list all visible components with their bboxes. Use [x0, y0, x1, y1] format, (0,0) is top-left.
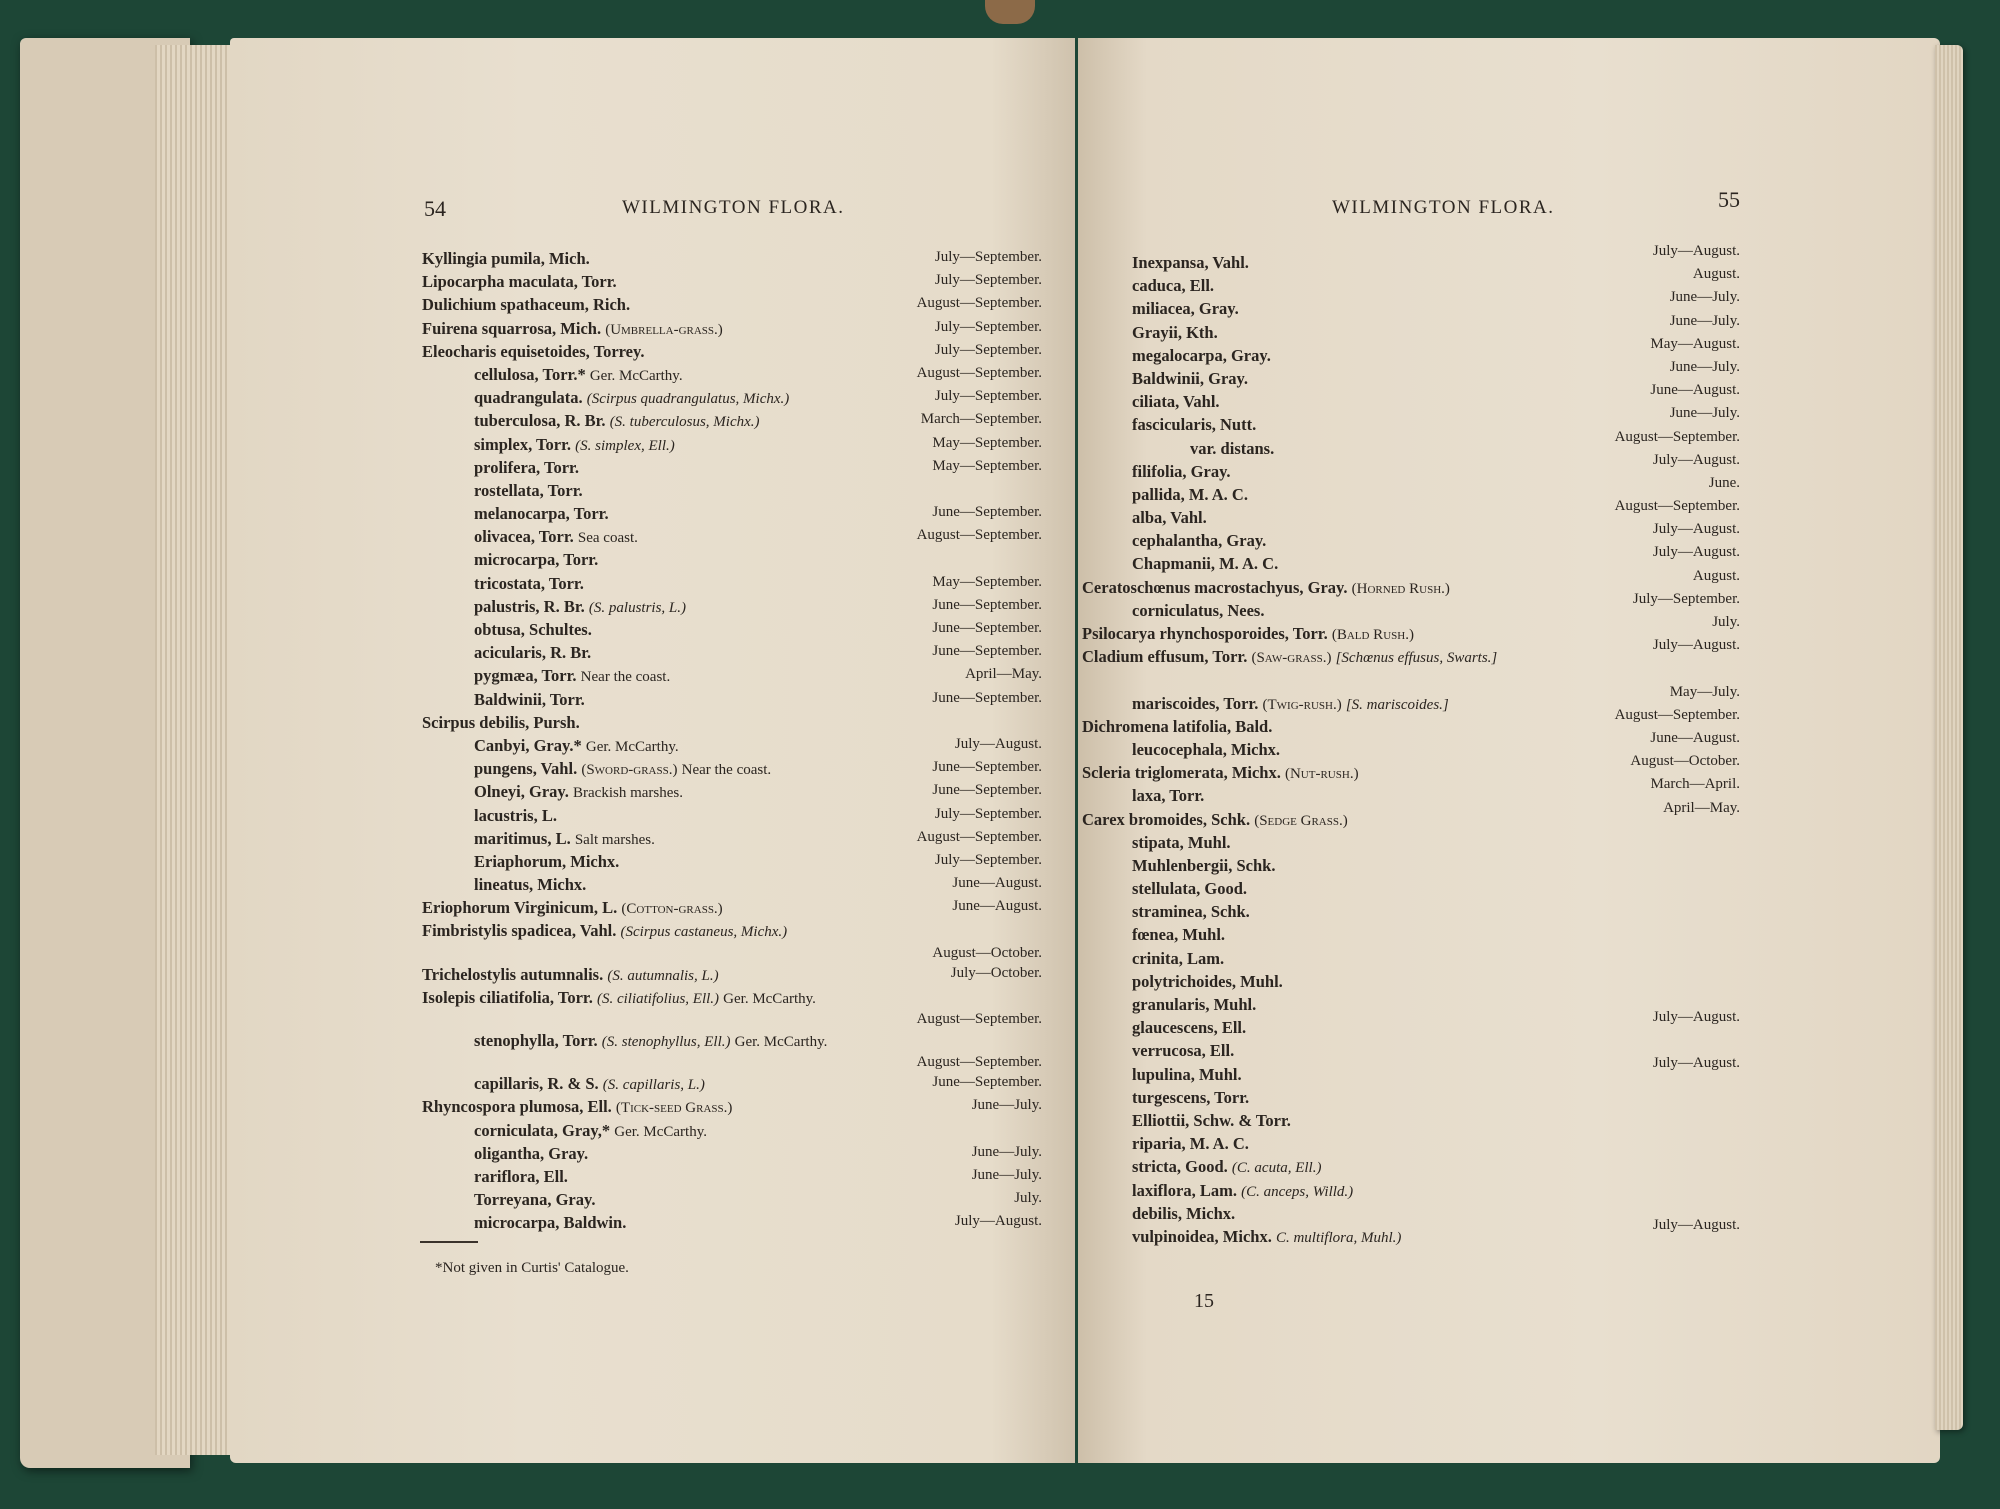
list-item	[422, 875, 1042, 898]
common-name: (Tick-seed Grass.)	[615, 1100, 733, 1117]
list-item	[422, 736, 1042, 759]
list-item	[422, 759, 1042, 782]
flowering-months: July—August.	[1652, 637, 1740, 654]
list-item	[1132, 1134, 1732, 1157]
list-item	[1132, 879, 1732, 902]
flowering-months: May—July.	[1669, 683, 1740, 700]
flowering-months: June—August.	[1650, 729, 1740, 746]
species-name: corniculata, Gray,*	[474, 1120, 611, 1140]
flowering-months: July—September.	[934, 272, 1042, 289]
flowering-months: March—April.	[1650, 776, 1740, 793]
species-name: Kyllingia pumila, Mich.	[422, 249, 590, 268]
list-item	[422, 481, 1042, 504]
species-name: pygmæa, Torr.	[474, 666, 577, 686]
flowering-months: July.	[1712, 614, 1740, 630]
species-name: Carex bromoides, Schk.	[1082, 809, 1251, 829]
flowering-months: June—September.	[932, 504, 1042, 521]
species-name: microcarpa, Torr.	[474, 550, 599, 570]
species-name: laxiflora, Lam.	[1132, 1180, 1237, 1200]
page-stack-left	[155, 45, 233, 1455]
species-name: verrucosa, Ell.	[1132, 1041, 1235, 1061]
common-name: (Cotton-grass.)	[621, 901, 723, 918]
comment: Sea coast.	[577, 530, 638, 547]
flowering-months: June—September.	[932, 596, 1042, 613]
comment: Ger. McCarthy.	[723, 990, 816, 1007]
synonym: [S. mariscoides.]	[1345, 696, 1449, 713]
flowering-months: August—October.	[1630, 753, 1740, 770]
flowering-months: July—September.	[1632, 590, 1740, 607]
species-name: Psilocarya rhynchosporoides, Torr.	[1082, 624, 1328, 643]
species-name: stipata, Muhl.	[1132, 832, 1231, 852]
species-name: Scleria triglomerata, Michx.	[1082, 763, 1281, 783]
flowering-months: June—July.	[971, 1143, 1042, 1160]
species-name: crinita, Lam.	[1132, 948, 1225, 968]
left-running-head: WILMINGTON FLORA.	[622, 197, 845, 218]
comment: Ger. McCarthy.	[585, 738, 679, 755]
list-item	[1132, 1088, 1732, 1111]
flowering-months: July—September.	[934, 318, 1042, 335]
species-name: acicularis, R. Br.	[474, 643, 592, 663]
common-name: (Sedge Grass.)	[1254, 812, 1348, 829]
flowering-months: June—July.	[1669, 289, 1740, 306]
list-item	[1132, 972, 1732, 995]
flowering-months: June—September.	[932, 759, 1042, 776]
flowering-months: July—August.	[1652, 1055, 1740, 1071]
list-item	[1132, 1181, 1732, 1204]
list-item	[422, 921, 1042, 944]
flowering-months: July—August.	[1652, 544, 1740, 561]
species-name: alba, Vahl.	[1132, 508, 1207, 528]
species-name: Baldwinii, Gray.	[1132, 368, 1248, 388]
species-name: lineatus, Michx.	[474, 875, 587, 895]
species-name: maritimus, L.	[474, 828, 571, 848]
list-item	[422, 365, 1042, 388]
species-name: leucocephala, Michx.	[1132, 739, 1281, 759]
species-name: Torreyana, Gray.	[474, 1190, 596, 1210]
page-stack-right	[1935, 45, 1963, 1430]
flowering-months: August—September.	[1614, 498, 1740, 515]
footnote-rule	[420, 1241, 478, 1243]
list-item	[422, 666, 1042, 689]
species-name: simplex, Torr.	[474, 434, 572, 454]
synonym: (S. simplex, Ell.)	[575, 437, 675, 454]
list-item	[1132, 902, 1732, 925]
list-item	[422, 782, 1042, 805]
list-item	[422, 319, 1042, 342]
species-name: Eleocharis equisetoides, Torrey.	[422, 341, 645, 361]
flowering-months: June—August.	[952, 875, 1042, 892]
list-item	[422, 852, 1042, 875]
left-entry-list	[422, 249, 1042, 1237]
list-item	[422, 342, 1042, 365]
species-name: olivacea, Torr.	[474, 527, 574, 547]
flowering-months: May—September.	[932, 434, 1042, 451]
species-name: fœnea, Muhl.	[1132, 925, 1226, 945]
flowering-months: July—August.	[954, 1213, 1042, 1230]
list-item	[1132, 856, 1732, 879]
list-item	[422, 1121, 1042, 1144]
species-name: Ceratoschœnus macrostachyus, Gray.	[1082, 577, 1348, 597]
synonym: (S. stenophyllus, Ell.)	[601, 1034, 731, 1050]
species-name: stricta, Good.	[1132, 1157, 1228, 1177]
synonym: (S. palustris, L.)	[588, 599, 687, 616]
species-name: lacustris, L.	[474, 805, 557, 825]
flowering-months: June—September.	[932, 643, 1042, 660]
species-name: Cladium effusum, Torr.	[1082, 647, 1248, 667]
signature-mark: 15	[1194, 1290, 1214, 1312]
flowering-months: June—July.	[971, 1097, 1042, 1114]
list-item	[1132, 1111, 1732, 1134]
flowering-months: April—May.	[965, 666, 1042, 683]
species-name: Fimbristylis spadicea, Vahl.	[422, 921, 617, 941]
list-item	[422, 249, 1042, 272]
species-name: cellulosa, Torr.*	[474, 364, 586, 384]
species-name: prolifera, Torr.	[474, 457, 579, 477]
common-name: (Horned Rush.)	[1351, 580, 1450, 597]
flowering-months: July—October.	[950, 964, 1042, 981]
right-months-column	[1540, 243, 1740, 823]
species-name: Lipocarpha maculata, Torr.	[422, 272, 617, 292]
list-item	[422, 435, 1042, 458]
list-item	[422, 504, 1042, 527]
flowering-months: August.	[1692, 567, 1740, 584]
flowering-months: August.	[1692, 266, 1740, 283]
common-name: (Twig-rush.)	[1262, 696, 1342, 713]
species-name: melanocarpa, Torr.	[474, 504, 609, 524]
species-name: corniculatus, Nees.	[1132, 600, 1265, 620]
species-name: Muhlenbergii, Schk.	[1132, 855, 1276, 875]
list-item	[422, 388, 1042, 411]
comment: Brackish marshes.	[573, 785, 683, 802]
species-name: Eriaphorum, Michx.	[474, 851, 620, 871]
flowering-months: May—September.	[932, 573, 1042, 590]
flowering-months: August—September.	[1614, 706, 1740, 723]
list-item	[422, 1213, 1042, 1236]
species-name: miliacea, Gray.	[1132, 299, 1239, 319]
list-item	[1132, 925, 1732, 948]
flowering-months: June—September.	[932, 620, 1042, 636]
synonym: (C. anceps, Willd.)	[1241, 1183, 1354, 1200]
comment: Near the coast.	[681, 762, 772, 779]
flowering-months: August—September.	[916, 295, 1042, 312]
common-name: (Saw-grass.)	[1251, 650, 1332, 667]
flowering-months: August—September.	[916, 1011, 1042, 1027]
list-item	[422, 643, 1042, 666]
flowering-months: April—May.	[1663, 799, 1740, 816]
flowering-months: July—September.	[934, 851, 1042, 868]
flowering-months: July—September.	[934, 341, 1042, 358]
flowering-months: July—August.	[954, 735, 1042, 752]
list-item	[422, 898, 1042, 921]
list-item	[422, 1190, 1042, 1213]
species-name: Rhyncospora plumosa, Ell.	[422, 1097, 612, 1117]
species-name: mariscoides, Torr.	[1132, 693, 1259, 713]
species-name: vulpinoidea, Michx.	[1132, 1226, 1272, 1246]
list-item	[422, 1097, 1042, 1120]
flowering-months: July—August.	[1652, 1217, 1740, 1234]
synonym: (S. ciliatifolius, Ell.)	[596, 990, 720, 1007]
species-name: laxa, Torr.	[1132, 786, 1205, 806]
flowering-months: June—July.	[1669, 358, 1740, 375]
list-item	[422, 988, 1042, 1011]
species-name: caduca, Ell.	[1132, 276, 1215, 296]
species-name: filifolia, Gray.	[1132, 461, 1231, 481]
species-name: Fuirena squarrosa, Mich.	[422, 318, 602, 338]
species-name: Baldwinii, Torr.	[474, 689, 585, 709]
species-name: megalocarpa, Gray.	[1132, 345, 1271, 365]
comment: Near the coast.	[580, 669, 671, 686]
list-item	[1132, 949, 1732, 972]
species-name: polytrichoides, Muhl.	[1132, 971, 1283, 991]
species-name: cephalantha, Gray.	[1132, 531, 1267, 551]
species-name: riparia, M. A. C.	[1132, 1134, 1249, 1154]
flowering-months: August—September.	[916, 828, 1042, 845]
species-name: tuberculosa, R. Br.	[474, 411, 606, 431]
flowering-months: March—September.	[920, 411, 1042, 428]
flowering-months: July.	[1014, 1190, 1042, 1207]
comment: Ger. McCarthy.	[614, 1123, 707, 1140]
species-name: lupulina, Muhl.	[1132, 1064, 1242, 1084]
species-name: straminea, Schk.	[1132, 902, 1250, 922]
list-item	[422, 295, 1042, 318]
right-page-number: 55	[1718, 187, 1740, 212]
list-item	[422, 550, 1042, 573]
species-name: var. distans.	[1190, 438, 1275, 458]
list-item	[422, 690, 1042, 713]
flowering-months: June—July.	[971, 1166, 1042, 1183]
flowering-months: June—August.	[952, 898, 1042, 915]
synonym: (Scirpus quadrangulatus, Michx.)	[586, 391, 790, 408]
species-name: granularis, Muhl.	[1132, 995, 1257, 1014]
flowering-months: August—September.	[916, 1054, 1042, 1071]
synonym: (C. acuta, Ell.)	[1231, 1160, 1322, 1177]
species-name: Eriophorum Virginicum, L.	[422, 898, 618, 918]
species-name: capillaris, R. & S.	[474, 1074, 599, 1094]
species-name: pallida, M. A. C.	[1132, 484, 1248, 504]
common-name: (Nut-rush.)	[1284, 766, 1359, 783]
species-name: microcarpa, Baldwin.	[474, 1213, 627, 1233]
flowering-months: August—September.	[916, 527, 1042, 544]
species-name: tricostata, Torr.	[474, 573, 584, 593]
flowering-months: June—July.	[1669, 405, 1740, 422]
species-name: rostellata, Torr.	[474, 480, 583, 500]
synonym: (S. tuberculosus, Michx.)	[609, 414, 760, 431]
footnote: *Not given in Curtis' Catalogue.	[435, 1260, 629, 1276]
species-name: Olneyi, Gray.	[474, 782, 569, 802]
flowering-months: August—October.	[932, 944, 1042, 961]
flowering-months: July—August.	[1652, 1008, 1740, 1025]
comment: Salt marshes.	[574, 831, 655, 848]
common-name: (Sword-grass.)	[581, 762, 678, 779]
species-name: glaucescens, Ell.	[1132, 1018, 1247, 1038]
flowering-months: June.	[1708, 474, 1740, 491]
synonym: C. multiflora, Muhl.)	[1275, 1229, 1402, 1246]
list-item	[422, 574, 1042, 597]
list-item	[422, 829, 1042, 852]
flowering-months: July—August.	[1652, 451, 1740, 468]
list-item	[1132, 833, 1732, 856]
synonym: (S. capillaris, L.)	[602, 1077, 705, 1094]
flowering-months: July—September.	[934, 388, 1042, 405]
common-name: (Umbrella-grass.)	[605, 321, 723, 338]
species-name: ciliata, Vahl.	[1132, 392, 1220, 412]
species-name: Elliottii, Schw. & Torr.	[1132, 1110, 1291, 1130]
species-name: Canbyi, Gray.*	[474, 735, 582, 755]
species-name: rariflora, Ell.	[474, 1166, 568, 1186]
flowering-months: June—September.	[932, 689, 1042, 706]
list-item	[422, 620, 1042, 643]
list-item	[422, 458, 1042, 481]
list-item	[422, 945, 1042, 965]
synonym: (Scirpus castaneus, Michx.)	[620, 924, 788, 941]
flowering-months: August—September.	[916, 364, 1042, 381]
flowering-months: June—September.	[932, 782, 1042, 799]
species-name: obtusa, Schultes.	[474, 620, 592, 639]
list-item	[422, 597, 1042, 620]
species-name: pungens, Vahl.	[474, 759, 578, 779]
comment: Ger. McCarthy.	[589, 367, 683, 384]
list-item	[422, 965, 1042, 988]
species-name: palustris, R. Br.	[474, 596, 585, 616]
flowering-months	[1540, 660, 1740, 683]
flowering-months: May—September.	[932, 457, 1042, 474]
bookmark-ribbon	[985, 0, 1035, 24]
flowering-months: May—August.	[1650, 335, 1740, 352]
list-item	[422, 1167, 1042, 1190]
list-item	[422, 1054, 1042, 1074]
species-name: debilis, Michx.	[1132, 1203, 1236, 1223]
synonym: (S. autumnalis, L.)	[607, 967, 719, 984]
list-item	[1132, 1157, 1732, 1180]
flowering-months: July—August.	[1652, 243, 1740, 259]
species-name: Isolepis ciliatifolia, Torr.	[422, 987, 593, 1007]
flowering-months: August—September.	[1614, 428, 1740, 445]
left-page-number: 54	[424, 196, 446, 221]
list-item	[422, 1074, 1042, 1097]
species-name: Dulichium spathaceum, Rich.	[422, 295, 631, 315]
species-name: Scirpus debilis, Pursh.	[422, 712, 580, 732]
species-name: Chapmanii, M. A. C.	[1132, 554, 1279, 574]
species-name: quadrangulata.	[474, 388, 583, 408]
flowering-months: June—August.	[1650, 382, 1740, 399]
list-item	[422, 1011, 1042, 1031]
flowering-months: July—September.	[934, 249, 1042, 265]
list-item	[422, 713, 1042, 736]
list-item	[422, 527, 1042, 550]
species-name: turgescens, Torr.	[1132, 1087, 1250, 1107]
species-name: stellulata, Good.	[1132, 879, 1248, 899]
species-name: Grayii, Kth.	[1132, 322, 1218, 342]
species-name: oligantha, Gray.	[474, 1143, 589, 1163]
list-item	[422, 806, 1042, 829]
right-running-head: WILMINGTON FLORA.	[1332, 197, 1555, 218]
species-name: Dichromena latifolia, Bald.	[1082, 716, 1273, 736]
species-name: Trichelostylis autumnalis.	[422, 964, 604, 984]
flowering-months: July—September.	[934, 805, 1042, 822]
species-name: fascicularis, Nutt.	[1132, 415, 1257, 435]
list-item	[422, 411, 1042, 434]
list-item	[422, 1144, 1042, 1167]
comment: Ger. McCarthy.	[734, 1034, 828, 1050]
flowering-months: July—August.	[1652, 521, 1740, 538]
flowering-months: June—September.	[932, 1074, 1042, 1091]
list-item	[422, 1031, 1042, 1054]
flowering-months: June—July.	[1669, 312, 1740, 329]
common-name: (Bald Rush.)	[1331, 627, 1414, 643]
list-item	[422, 272, 1042, 295]
species-name: Inexpansa, Vahl.	[1132, 253, 1249, 272]
synonym: [Schœnus effusus, Swarts.]	[1335, 650, 1498, 667]
species-name: stenophylla, Torr.	[474, 1031, 598, 1050]
